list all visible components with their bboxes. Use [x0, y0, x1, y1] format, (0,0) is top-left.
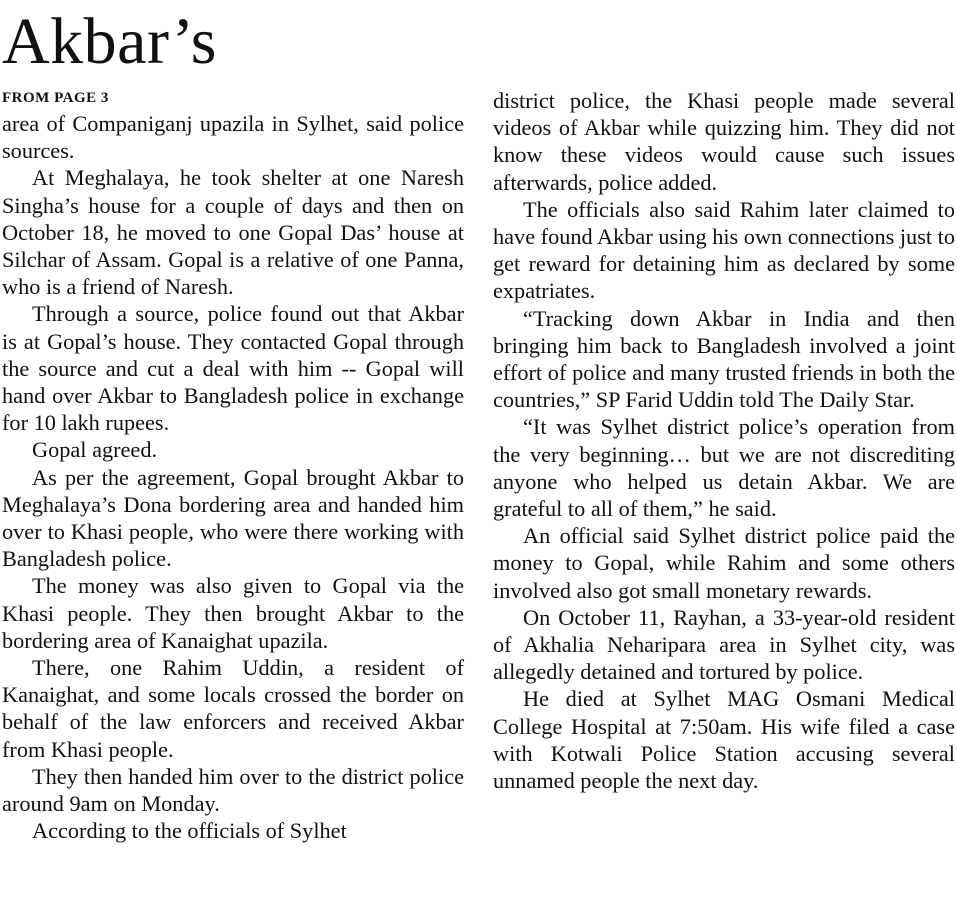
paragraph: area of Companiganj upazila in Sylhet, said police sources. — [2, 111, 464, 164]
paragraph: “Tracking down Akbar in India and then bringing him back to Bangladesh involved a joint effort of police and many trusted friends in both the countries,” SP Farid Uddin told The Daily Star. — [493, 305, 955, 413]
article-column-1 — [2, 110, 464, 844]
paragraph: There, one Rahim Uddin, a resident of Kanaighat, and some locals crossed the border on behalf of the law enforcers and received Akbar from Khasi people. — [2, 655, 464, 762]
continued-from-label: FROM PAGE 3 — [2, 90, 109, 106]
paragraph: Through a source, police found out that Akbar is at Gopal’s house. They contacted Gopal through the source and cut a deal with him -- Gopal will hand over Akbar to Bangladesh police in exchange for 10 lakh rupees. — [2, 301, 464, 436]
paragraph: As per the agreement, Gopal brought Akbar to Meghalaya’s Dona bordering area and handed him over to Khasi people, who were there working with Bangladesh police. — [2, 464, 464, 572]
paragraph: According to the officials of Sylhet — [32, 818, 347, 844]
paragraph: The money was also given to Gopal via the Khasi people. They then brought Akbar to the bordering area of Kanaighat upazila. — [2, 573, 464, 653]
paragraph: The officials also said Rahim later claimed to have found Akbar using his own connections just to get reward for detaining him as declared by some expatriates. — [493, 196, 955, 304]
paragraph: At Meghalaya, he took shelter at one Naresh Singha’s house for a couple of days and then on October 18, he moved to one Gopal Das’ house at Silchar of Assam. Gopal is a relative of one Panna, who is a friend of Naresh. — [2, 165, 464, 300]
article-column-2 — [493, 87, 955, 794]
headline: Akbar’s — [2, 5, 217, 78]
paragraph: Gopal agreed. — [32, 437, 158, 463]
paragraph: He died at Sylhet MAG Osmani Medical College Hospital at 7:50am. His wife filed a case with Kotwali Police Station accusing several unnamed people the next day. — [493, 686, 955, 794]
paragraph: On October 11, Rayhan, a 33-year-old resident of Akhalia Neharipara area in Sylhet city, was allegedly detained and tortured by police. — [493, 604, 955, 685]
paragraph: They then handed him over to the district police around 9am on Monday. — [2, 763, 464, 817]
paragraph: district police, the Khasi people made several videos of Akbar while quizzing him. They did not know these videos would cause such issues afterwards, police added. — [493, 88, 955, 195]
paragraph: “It was Sylhet district police’s operation from the very beginning… but we are not discrediting anyone who helped us detain Akbar. We are grateful to all of them,” he said. — [493, 414, 955, 522]
paragraph: An official said Sylhet district police paid the money to Gopal, while Rahim and some others involved also got small monetary rewards. — [493, 523, 955, 603]
